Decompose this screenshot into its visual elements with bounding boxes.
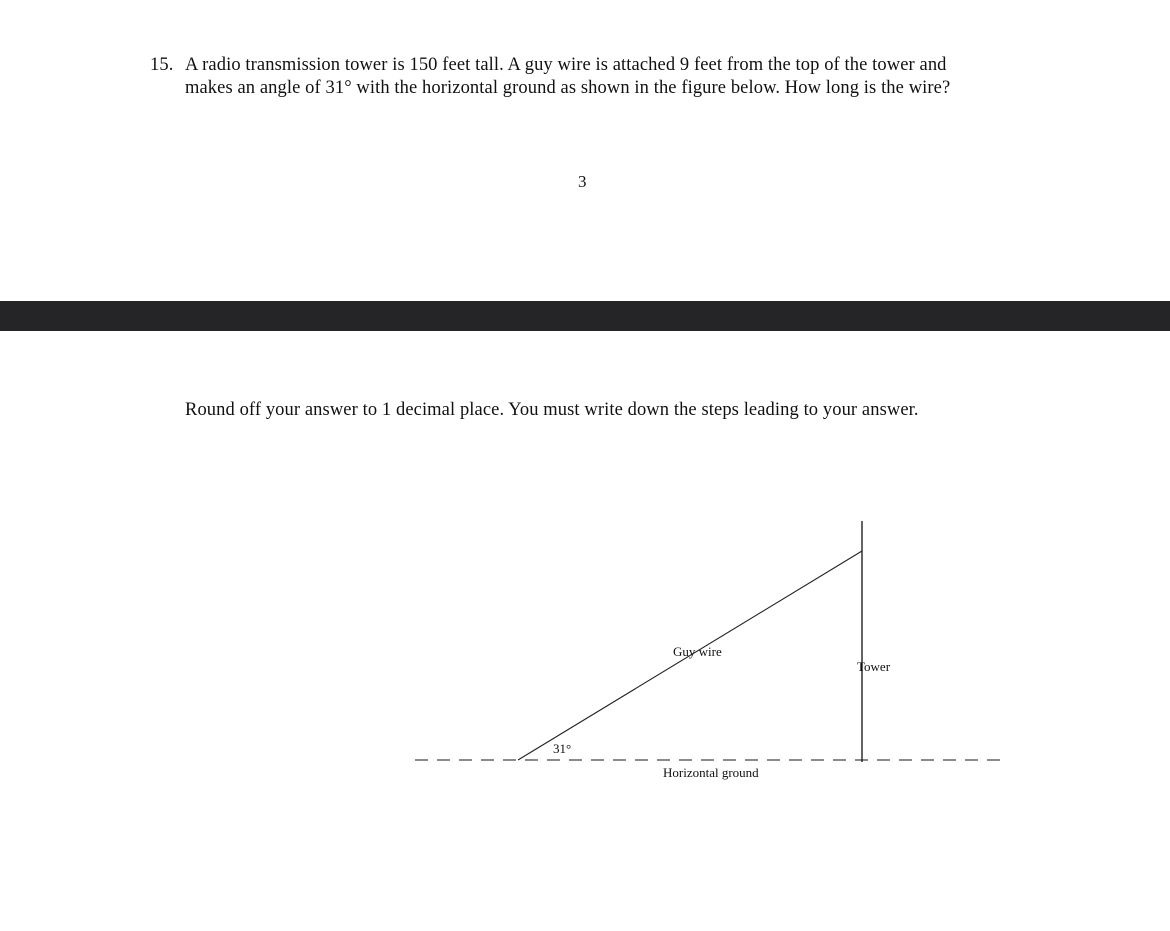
tower-label: Tower xyxy=(857,659,891,674)
angle-label: 31° xyxy=(553,741,572,756)
question-line-1: A radio transmission tower is 150 feet tall. A guy wire is attached 9 feet from the top of the tower and xyxy=(185,55,947,75)
page-number: 3 xyxy=(578,172,587,191)
question-line-2: makes an angle of 31° with the horizontal ground as shown in the figure below. How long is the wire? xyxy=(185,78,951,98)
instruction-text: Round off your answer to 1 decimal place. You must write down the steps leading to your answer. xyxy=(185,400,919,420)
guy-wire-label: Guy wire xyxy=(673,644,722,659)
ground-label: Horizontal ground xyxy=(663,765,759,780)
question-number: 15. xyxy=(150,55,174,75)
